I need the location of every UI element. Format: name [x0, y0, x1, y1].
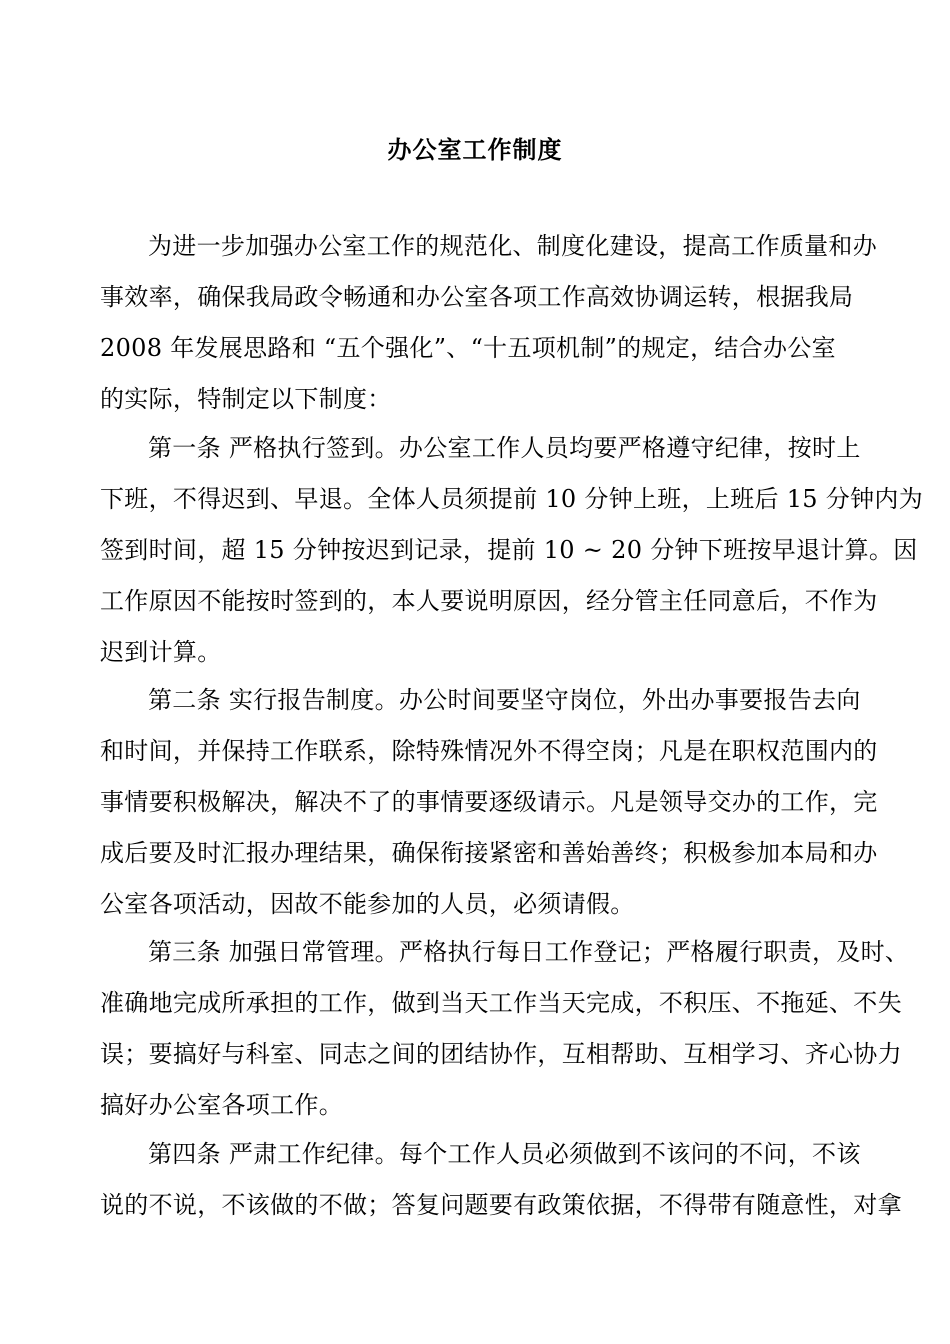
paragraph-line: 第三条 加强日常管理。严格执行每日工作登记；严格履行职责，及时、	[148, 938, 910, 966]
paragraph-line: 和时间，并保持工作联系，除特殊情况外不得空岗；凡是在职权范围内的	[100, 737, 878, 765]
paragraph-line: 的实际，特制定以下制度：	[100, 385, 392, 413]
paragraph-line: 公室各项活动，因故不能参加的人员，必须请假。	[100, 890, 635, 918]
paragraph-line: 下班，不得迟到、早退。全体人员须提前 10 分钟上班，上班后 15 分钟内为	[100, 485, 923, 513]
paragraph-line: 误；要搞好与科室、同志之间的团结协作，互相帮助、互相学习、齐心协力	[100, 1040, 902, 1068]
paragraph-line: 事情要积极解决，解决不了的事情要逐级请示。凡是领导交办的工作，完	[100, 788, 878, 816]
paragraph-line: 搞好办公室各项工作。	[100, 1091, 343, 1119]
paragraph-line: 签到时间，超 15 分钟按迟到记录，提前 10 ~ 20 分钟下班按早退计算。因	[100, 536, 918, 564]
paragraph-line: 迟到计算。	[100, 638, 222, 666]
paragraph-line: 为进一步加强办公室工作的规范化、制度化建设，提高工作质量和办	[148, 232, 877, 260]
paragraph-line: 第一条 严格执行签到。办公室工作人员均要严格遵守纪律，按时上	[148, 434, 861, 462]
paragraph-line: 事效率，确保我局政令畅通和办公室各项工作高效协调运转，根据我局	[100, 283, 854, 311]
paragraph-line: 准确地完成所承担的工作，做到当天工作当天完成，不积压、不拖延、不失	[100, 989, 902, 1017]
paragraph-line: 第二条 实行报告制度。办公时间要坚守岗位，外出办事要报告去向	[148, 686, 861, 714]
paragraph-line: 2008 年发展思路和 “五个强化”、“十五项机制”的规定，结合办公室	[100, 334, 836, 362]
paragraph-line: 成后要及时汇报办理结果，确保衔接紧密和善始善终；积极参加本局和办	[100, 839, 878, 867]
document-title: 办公室工作制度	[387, 135, 563, 164]
paragraph-line: 说的不说，不该做的不做；答复问题要有政策依据，不得带有随意性，对拿	[100, 1191, 902, 1219]
paragraph-line: 工作原因不能按时签到的，本人要说明原因，经分管主任同意后，不作为	[100, 587, 878, 615]
paragraph-line: 第四条 严肃工作纪律。每个工作人员必须做到不该问的不问，不该	[148, 1140, 861, 1168]
